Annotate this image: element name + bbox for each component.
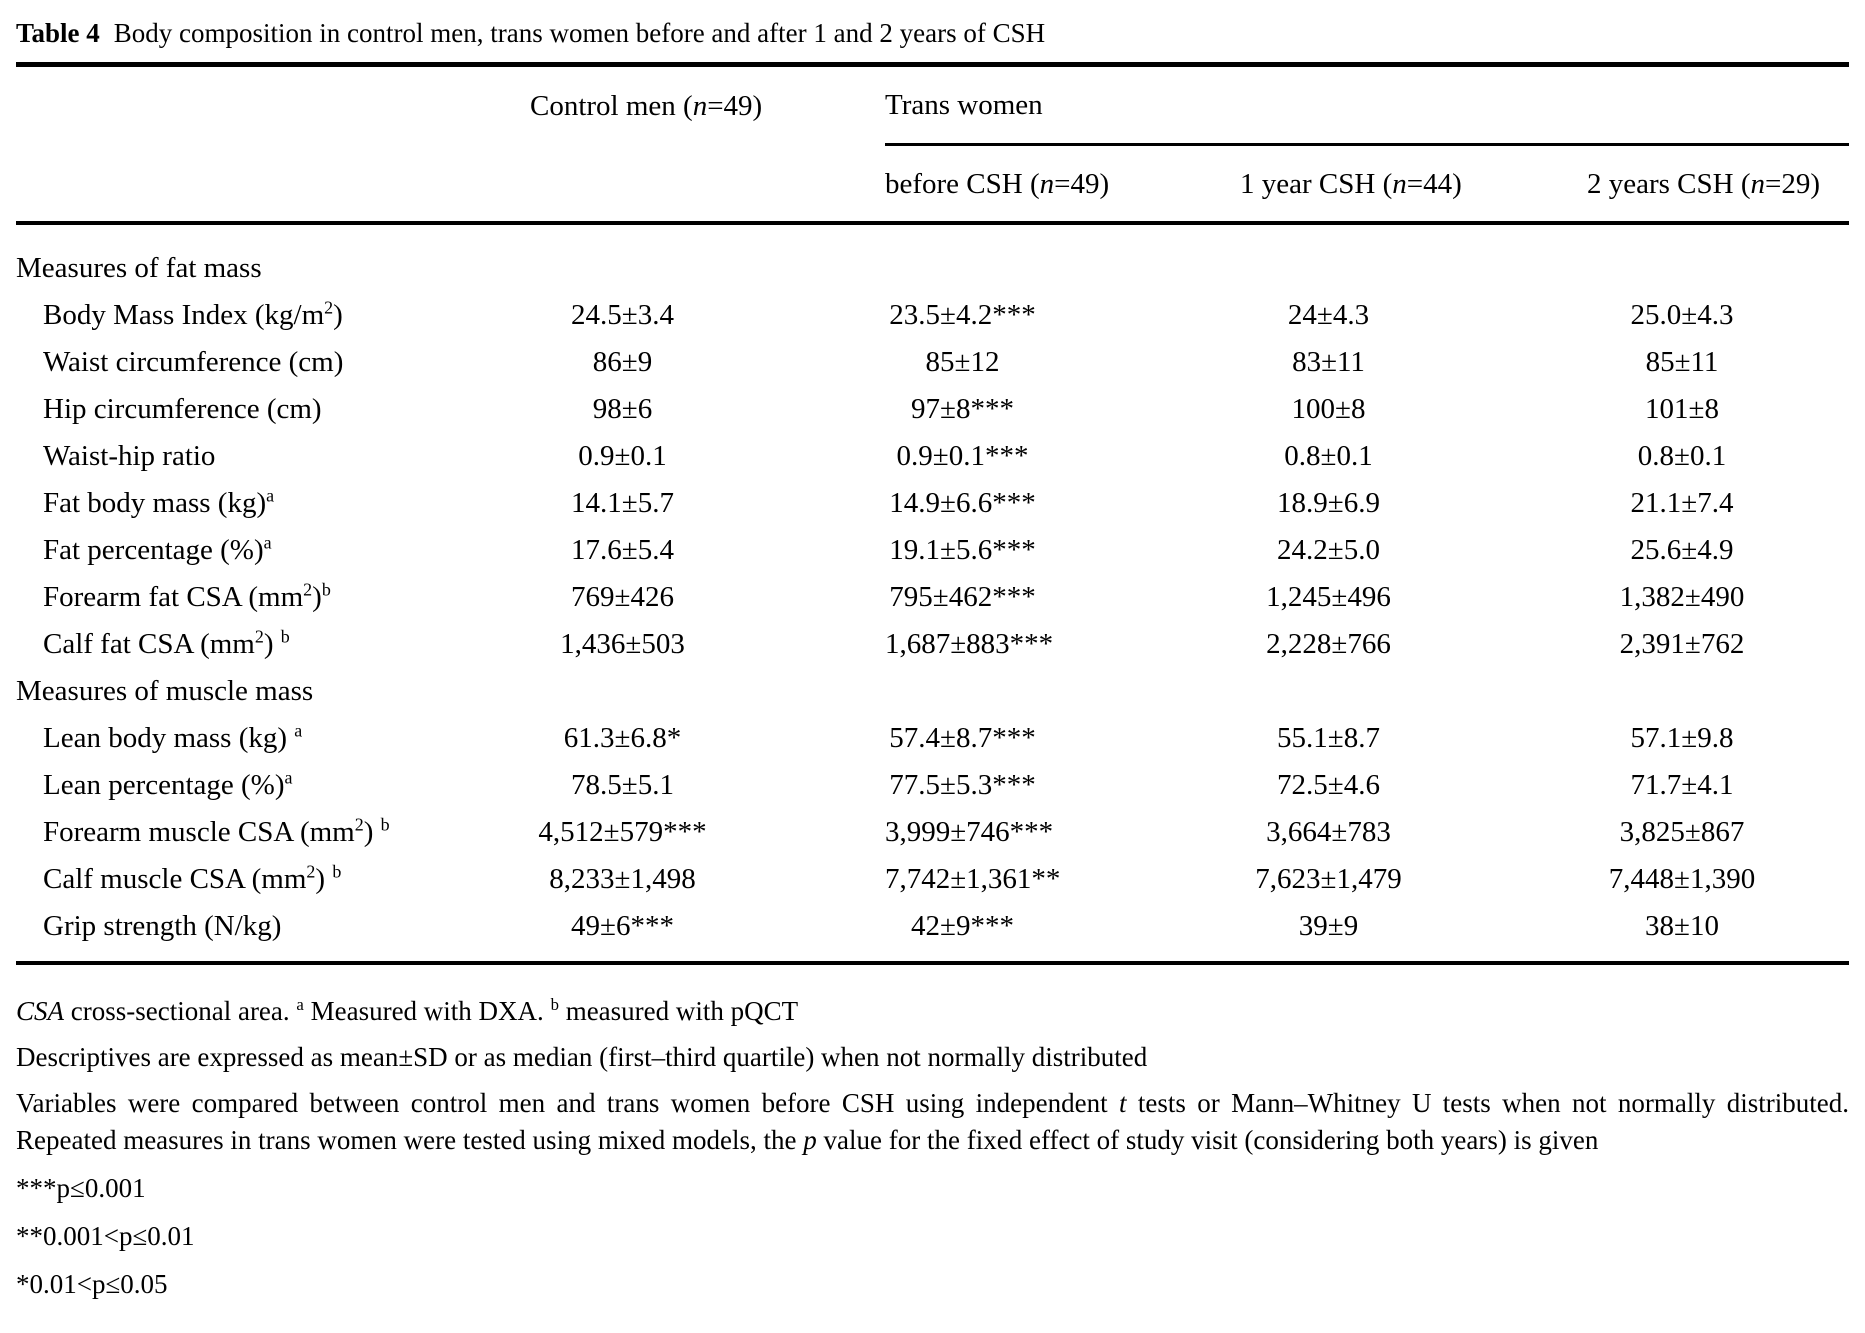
table-row [16, 574, 1849, 621]
cell-value: 1,436±503 [560, 628, 685, 660]
cell-value: 1,382±490 [1619, 581, 1745, 613]
table-caption [16, 10, 1849, 62]
cell-value: 101±8 [1645, 393, 1719, 425]
header-row-groups [16, 65, 1849, 145]
cell-value: 97±8*** [911, 393, 1014, 425]
superscript-a: a [263, 532, 272, 553]
significance-key-3-stars: ***p≤0.001 [16, 1173, 146, 1203]
superscript-2: 2 [354, 814, 364, 835]
group-header-text: Trans women [885, 89, 1043, 121]
footnote-text: Variables were compared between control men and trans women before CSH using independent [16, 1088, 1119, 1118]
row-label: Fat percentage (%)$^a$ [43, 532, 272, 566]
t-italic: t [1118, 1088, 1127, 1118]
abbr-term-italic: CSA [16, 996, 65, 1026]
superscript-b: b [280, 626, 290, 647]
superscript-a: a [284, 767, 293, 788]
cell-value: 77.5±5.3*** [889, 769, 1036, 801]
row-label: Waist circumference (cm) [43, 346, 344, 378]
table-row [16, 339, 1849, 386]
header-n-italic: n [1750, 167, 1766, 200]
cell-value: 7,623±1,479 [1255, 863, 1402, 895]
cell-value: 14.9±6.6*** [889, 487, 1036, 519]
cell-value: 72.5±4.6 [1277, 769, 1380, 801]
header-text: =49) [707, 89, 763, 122]
table-row [16, 903, 1849, 963]
row-label: Fat body mass (kg)$^a$ [43, 485, 275, 519]
p-italic: p [803, 1125, 817, 1155]
cell-value: 2,391±762 [1619, 628, 1745, 660]
superscript-b: b [321, 579, 331, 600]
header-text: before CSH ( [885, 167, 1040, 200]
cell-value: 769±426 [571, 581, 674, 613]
significance-key-1-star: *0.01<p≤0.05 [16, 1269, 168, 1299]
header-n-italic: n [1039, 167, 1055, 200]
footnote-text: measured with pQCT [558, 996, 799, 1026]
significance-key-2-stars: **0.001<p≤0.01 [16, 1221, 195, 1251]
header-empty-cell [530, 145, 885, 224]
cell-value: 25.6±4.9 [1630, 534, 1734, 566]
superscript-a: a [296, 995, 304, 1014]
footnote-text: cross-sectional area. [64, 996, 297, 1026]
cell-value: 85±12 [925, 346, 1000, 378]
cell-value: 18.9±6.9 [1277, 487, 1380, 519]
cell-value: 0.9±0.1 [578, 440, 667, 472]
section-row [16, 223, 1849, 292]
superscript-2: 2 [303, 579, 313, 600]
table-row [16, 480, 1849, 527]
column-header-before-csh [885, 145, 1240, 224]
cell-value: 55.1±8.7 [1277, 722, 1380, 754]
table-row [16, 856, 1849, 903]
column-group-trans-women [885, 65, 1849, 145]
cell-value: 71.7±4.1 [1630, 769, 1734, 801]
row-label: Calf fat CSA $(mm^2)$ $^b$ [43, 626, 290, 660]
header-row-subcolumns [16, 145, 1849, 224]
superscript-b: b [332, 861, 342, 882]
table-body [16, 223, 1849, 963]
header-n-italic: n [692, 89, 708, 122]
body-composition-table [16, 62, 1849, 965]
column-header-2-years-csh [1587, 145, 1849, 224]
row-label: Lean body mass (kg) $^a$ [43, 720, 303, 754]
superscript-2: 2 [306, 861, 316, 882]
cell-value: 0.9±0.1*** [896, 440, 1029, 472]
cell-value: 3,999±746*** [885, 816, 1054, 848]
header-text: =29) [1765, 167, 1821, 200]
row-label: Body Mass Index $(kg/m^2)$ [43, 297, 343, 331]
table-row [16, 386, 1849, 433]
cell-value: 38±10 [1645, 910, 1719, 942]
row-label: Grip strength (N/kg) [43, 910, 282, 942]
column-header-control-men [530, 65, 885, 145]
cell-value: 21.1±7.4 [1630, 487, 1734, 519]
header-n-italic: n [1392, 167, 1407, 200]
table-header [16, 65, 1849, 224]
cell-value: 795±462*** [889, 581, 1036, 613]
superscript-a: a [266, 485, 275, 506]
section-label: Measures of muscle mass [16, 675, 314, 707]
cell-value: 17.6±5.4 [571, 534, 674, 566]
header-empty-cell [16, 65, 530, 145]
cell-value: 19.1±5.6*** [889, 534, 1036, 566]
table-row [16, 809, 1849, 856]
cell-value: 4,512±579*** [538, 816, 707, 848]
cell-value: 8,233±1,498 [549, 863, 696, 895]
cell-value: 1,687±883*** [885, 628, 1054, 660]
cell-value: 61.3±6.8* [563, 722, 682, 754]
cell-value: 7,448±1,390 [1608, 863, 1756, 895]
section-label: Measures of fat mass [16, 252, 262, 284]
cell-value: 0.8±0.1 [1637, 440, 1727, 472]
cell-value: 86±9 [592, 346, 653, 378]
header-text: Control men ( [530, 89, 693, 122]
cell-value: 14.1±5.7 [571, 487, 674, 519]
superscript-a: a [294, 720, 303, 741]
section-row [16, 668, 1849, 715]
header-text: 1 year CSH ( [1240, 167, 1393, 200]
table-row [16, 715, 1849, 762]
table-row [16, 292, 1849, 339]
cell-value: 42±9*** [911, 910, 1014, 942]
footnote-methods [16, 1085, 1849, 1159]
table-caption-text: Body composition in control men, trans women before and after 1 and 2 years of CSH [113, 18, 1046, 48]
footnote-text: value for the fixed effect of study visit (considering both years) is given [816, 1125, 1599, 1155]
header-text: =44) [1406, 167, 1462, 200]
cell-value: 25.0±4.3 [1630, 299, 1734, 331]
header-text: =49) [1054, 167, 1110, 200]
footnotes [16, 993, 1849, 1303]
cell-value: 2,228±766 [1266, 628, 1391, 660]
row-label: Hip circumference (cm) [43, 393, 322, 425]
cell-value: 0.8±0.1 [1284, 440, 1373, 472]
row-label: Waist-hip ratio [43, 440, 216, 472]
cell-value: 1,245±496 [1266, 581, 1391, 613]
row-label: Forearm fat CSA $(mm^2)^b$ [43, 579, 331, 613]
table-row [16, 527, 1849, 574]
cell-value: 85±11 [1645, 346, 1719, 378]
table-row [16, 621, 1849, 668]
cell-value: 100±8 [1291, 393, 1366, 425]
superscript-2: 2 [324, 297, 334, 318]
superscript-b: b [380, 814, 390, 835]
footnote-abbreviations [16, 993, 1849, 1030]
cell-value: 39±9 [1298, 910, 1359, 942]
row-label: Lean percentage (%)$^a$ [43, 767, 293, 801]
table-row [16, 762, 1849, 809]
footnote-text: tests or Mann–Whitney U tests when not normally distributed. Repeated measures in trans women were tested using mixed models, the [16, 1088, 1849, 1155]
cell-value: 7,742±1,361** [885, 863, 1061, 895]
header-empty-cell [16, 145, 530, 224]
cell-value: 83±11 [1292, 346, 1365, 378]
cell-value: 57.1±9.8 [1630, 722, 1734, 754]
footnote-descriptives: Descriptives are expressed as mean±SD or as median (first–third quartile) when not normally distributed [16, 1042, 1148, 1072]
cell-value: 3,825±867 [1619, 816, 1745, 848]
row-label: Calf muscle CSA $(mm^2)$ $^b$ [43, 861, 342, 895]
table-row [16, 433, 1849, 480]
cell-value: 98±6 [592, 393, 653, 425]
cell-value: 23.5±4.2*** [889, 299, 1036, 331]
cell-value: 49±6*** [571, 910, 674, 942]
footnote-text: Measured with DXA. [303, 996, 551, 1026]
superscript-b: b [550, 995, 559, 1014]
cell-value: 3,664±783 [1266, 816, 1391, 848]
cell-value: 24.5±3.4 [571, 299, 674, 331]
superscript-2: 2 [254, 626, 264, 647]
cell-value: 24±4.3 [1287, 299, 1370, 331]
cell-value: 57.4±8.7*** [889, 722, 1036, 754]
cell-value: 78.5±5.1 [571, 769, 674, 801]
header-text: 2 years CSH ( [1587, 167, 1751, 200]
row-label: Forearm muscle CSA $(mm^2)$ $^b$ [43, 814, 390, 848]
column-header-1-year-csh [1240, 145, 1587, 224]
cell-value: 24.2±5.0 [1277, 534, 1380, 566]
table-number: Table 4 [16, 18, 100, 48]
